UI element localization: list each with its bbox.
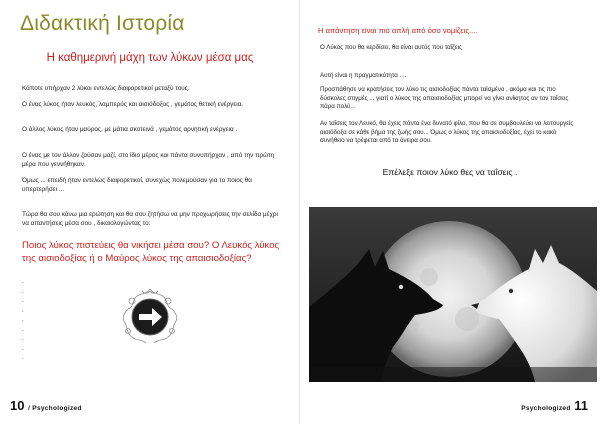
page-number: 10 [10,398,25,413]
right-page-footer [521,398,588,413]
right-arrow-icon [120,287,180,347]
dot: . [22,298,24,304]
dot: . [22,326,24,333]
dot: . [22,288,24,295]
page-number: 11 [574,398,588,413]
choose-text: Επέλεξε ποιον λύκο θες να ταΐσεις . [382,167,518,177]
story-subtitle: Η καθημερινή μάχη των λύκων μέσα μας [46,52,254,64]
dot: . [22,336,24,342]
paragraph-2: Αυτή είναι η πραγματικότητα .... [320,72,407,79]
dot: . [22,345,24,352]
right-page [300,0,600,424]
dot: . [22,317,24,323]
paragraph-6: Τώρα θα σου κάνω μια ερώτηση και θα σου ζητήσω να μην προχωρήσεις την σελίδα μέχρι να απαντήσεις μέσα σου , δικαιολογώντας το: [22,211,278,227]
paragraph-2: Ο ένας λύκος ήταν λευκός, λαμπερός και αισιόδοξος , γεμάτος θετική ενέργεια. [22,101,244,108]
paragraph-3: Προσπάθησε να κρατήσεις τον λύκο τις αισιοδοξίας πάντα ταϊσμένο , ακόμα και τις πιο δύσκολες στιγμές ... γιατί ο λύκος της απαισιοδοξίας μπορεί να γίνει ανίκητος αν τον ταΐσεις πάρα πολύ... [320,86,569,111]
next-page-button[interactable] [120,287,180,347]
magazine-name: / Psychologized [28,405,82,412]
page-title: Διδακτική Ιστορία [20,12,185,35]
wolves-illustration [309,207,597,382]
left-page-footer [10,398,82,413]
dot: . [22,355,24,361]
dot: . [22,307,24,314]
magazine-name: Psychologized [521,405,571,412]
wolves-moon-image [309,207,597,382]
dot-list [22,278,24,364]
paragraph-3: Ο άλλος λύκος ήταν μαύρος, με μάτια σκοτεινά , γεμάτος αρνητική ενέργεια . [22,126,238,133]
paragraph-4: Αν ταΐσεις τον Λευκό, θα έχεις πάντα ένα δυνατό φίλο, που θα σε συμβουλεύει να λειτουργείς αισιόδοξα σε κάθε βήμα της ζωής σου... Όμως ο λύκος της απαισιοδοξίας, έχει το κακό συνήθειο να τρέφεται από τα όνειρα σου. [320,120,574,145]
paragraph-4: Ο ένας με τον άλλον ζούσαν μαζί, στο ίδιο μέρος και πάντα συνυπήρχαν , από την πρώτη μέρα που γεννήθηκαν. [22,152,275,168]
dot: . [22,279,24,285]
paragraph-1: Ο Λύκος που θα κερδίσει, θα είναι αυτός που ταΐζεις [320,44,462,51]
question-text: Ποιος λύκος πιστεύεις θα νικήσει μέσα σου? Ο Λευκός λύκος της αισιοδοξίας ή ο Μαύρος λύκος της απαισιοδοξίας? [22,240,280,264]
paragraph-1: Κάποτε υπήρχαν 2 λύκοι εντελώς διαφορετικοί μεταξύ τους. [22,85,190,92]
answer-intro: Η απάντηση είναι πιο απλή από όσο νομίζεις.... [318,26,478,35]
paragraph-5: Όμως ... επειδή ήταν εντελώς διαφορετικοί, συνεχώς πολεμούσαν για το ποιος θα υπερτερήσει ... [22,177,252,193]
